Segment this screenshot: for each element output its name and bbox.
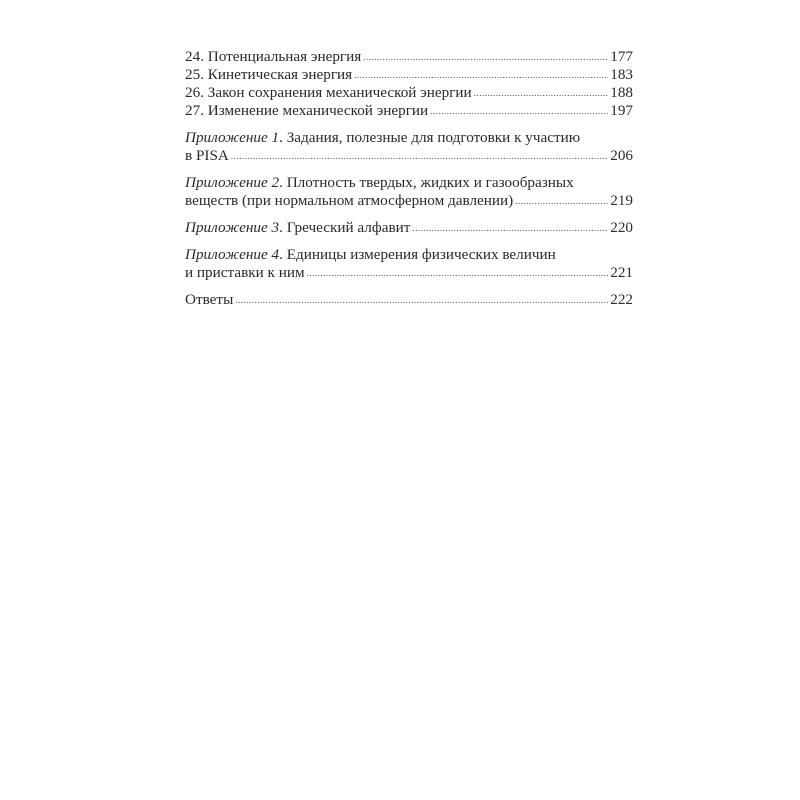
dot-leader xyxy=(363,47,608,66)
entry-page: 219 xyxy=(610,192,633,209)
toc-entry-appendix-2[interactable] xyxy=(185,174,633,210)
appendix-title: . Плотность твердых, жидких и газообразных xyxy=(279,174,574,191)
appendix-label: Приложение 1 xyxy=(185,129,280,146)
toc-entry[interactable] xyxy=(185,84,633,102)
entry-page: 222 xyxy=(610,291,633,308)
entry-page: 221 xyxy=(610,264,633,281)
appendix-label: Приложение 2 xyxy=(185,174,280,191)
entry-title: Ответы xyxy=(185,291,234,308)
entry-title: 26. Закон сохранения механической энергии xyxy=(185,84,472,101)
appendix-label: Приложение 4 xyxy=(185,246,280,263)
entry-title: 27. Изменение механической энергии xyxy=(185,102,429,119)
entry-page: 197 xyxy=(610,102,633,119)
entry-page: 177 xyxy=(610,48,633,65)
toc-entry-appendix-4[interactable] xyxy=(185,246,633,282)
entry-title: 24. Потенциальная энергия xyxy=(185,48,362,65)
appendix-title-cont: веществ (при нормальном атмосферном давлении) xyxy=(185,192,514,209)
entry-page: 188 xyxy=(610,84,633,101)
dot-leader xyxy=(515,191,608,210)
toc-entry-appendix-1[interactable] xyxy=(185,129,633,165)
dot-leader xyxy=(231,146,608,165)
toc-entry-appendix-3[interactable] xyxy=(185,219,633,237)
toc-entry[interactable] xyxy=(185,66,633,84)
appendix-label: Приложение 3 xyxy=(185,219,280,236)
dot-leader xyxy=(412,218,608,237)
appendix-title: . Задания, полезные для подготовки к участию xyxy=(279,129,581,146)
entry-page: 183 xyxy=(610,66,633,83)
dot-leader xyxy=(354,65,608,84)
dot-leader xyxy=(235,290,608,309)
table-of-contents xyxy=(185,48,633,309)
dot-leader xyxy=(307,263,609,282)
dot-leader xyxy=(474,83,609,102)
toc-entry[interactable] xyxy=(185,48,633,66)
appendix-title-cont: и приставки к ним xyxy=(185,264,305,281)
appendix-title-cont: в PISA xyxy=(185,147,229,164)
entry-title: 25. Кинетическая энергия xyxy=(185,66,353,83)
appendix-title: . Греческий алфавит xyxy=(279,219,411,236)
appendix-title: . Единицы измерения физических величин xyxy=(279,246,556,263)
entry-page: 220 xyxy=(610,219,633,236)
toc-entry-answers[interactable] xyxy=(185,291,633,309)
toc-entry[interactable] xyxy=(185,102,633,120)
entry-page: 206 xyxy=(610,147,633,164)
dot-leader xyxy=(430,101,608,120)
